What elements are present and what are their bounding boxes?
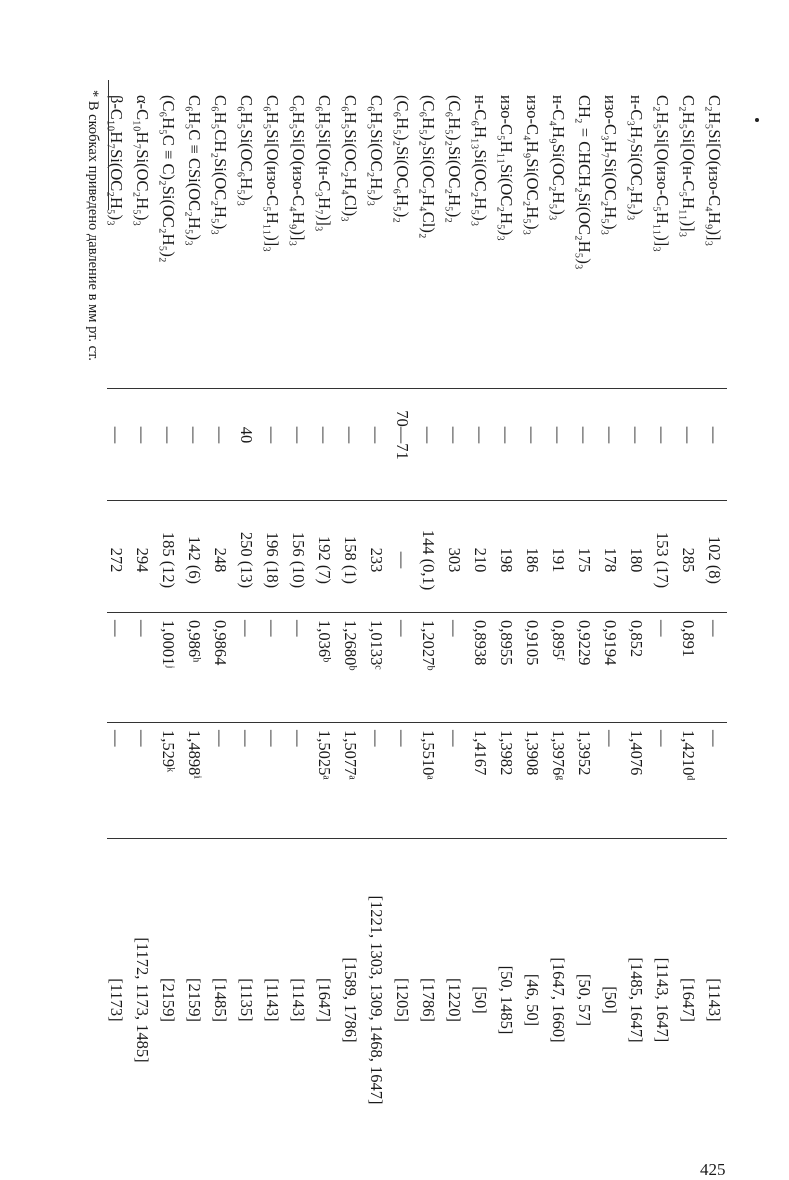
table-cell-mp — [493, 395, 519, 475]
cell-text: — — [107, 620, 126, 637]
table-cell-bp — [649, 505, 675, 615]
table-cell-d — [285, 620, 311, 730]
cell-text: 144 (0,1) — [419, 529, 438, 591]
table-cell-d — [129, 620, 155, 730]
page-number: 425 — [700, 1160, 726, 1179]
cell-text: — — [705, 620, 724, 637]
table-cell-d — [155, 620, 181, 730]
table-cell-lit — [675, 850, 701, 1150]
table-cell-n — [571, 730, 597, 830]
table-cell-d — [701, 620, 727, 730]
table-cell-mp — [155, 395, 181, 475]
table-cell-n — [493, 730, 519, 830]
table-cell-lit — [337, 850, 363, 1150]
table-cell-bp — [519, 505, 545, 615]
table-cell-mp — [571, 395, 597, 475]
table-cell-mp — [129, 395, 155, 475]
cell-text: [1485, 1647] — [627, 957, 646, 1043]
table-cell-n — [129, 730, 155, 830]
cell-text: 0,9864 — [211, 620, 230, 666]
cell-text: 153 (17) — [653, 531, 672, 589]
cell-text: C₆H₅Si[O(изо-C₄H₉)]₃ — [289, 95, 308, 247]
cell-text: CH₂ = CHCH₂Si(OC₂H₅)₃ — [575, 95, 594, 270]
table-cell-lit — [649, 850, 675, 1150]
column-rule — [107, 838, 727, 839]
cell-text: C₆H₅Si(OC₂H₄Cl)₃ — [341, 95, 360, 222]
cell-text: [50, 57] — [575, 973, 594, 1027]
table-cell-d — [649, 620, 675, 730]
cell-text: — — [159, 426, 178, 444]
cell-text: — — [263, 730, 282, 747]
cell-text: [50, 1485] — [497, 965, 516, 1035]
cell-text: [1143, 1647] — [653, 957, 672, 1043]
cell-text: 0,9229 — [575, 620, 594, 666]
cell-text: — — [289, 730, 308, 747]
table-cell-d — [259, 620, 285, 730]
table-cell-lit — [129, 850, 155, 1150]
table-cell-lit — [415, 850, 441, 1150]
table-cell-bp — [701, 505, 727, 615]
table-cell-mp — [675, 395, 701, 475]
cell-text: — — [289, 620, 308, 637]
cell-text: 1,3982 — [497, 730, 516, 776]
table-cell-mp — [363, 395, 389, 475]
table-cell-lit — [103, 850, 129, 1150]
table-cell-mp — [467, 395, 493, 475]
table-cell-d — [337, 620, 363, 730]
cell-text: — — [471, 426, 490, 444]
table-cell-n — [441, 730, 467, 830]
cell-text: — — [601, 426, 620, 444]
table-cell-lit — [701, 850, 727, 1150]
cell-text: — — [627, 426, 646, 444]
table-cell-n — [389, 730, 415, 830]
footnote-rule — [108, 80, 109, 210]
cell-text: 1,5077ᵃ — [341, 730, 360, 780]
table-cell-n — [363, 730, 389, 830]
cell-text: 1,4076 — [627, 730, 646, 776]
boiling-point-column — [103, 505, 727, 615]
cell-text: [1647, 1660] — [549, 957, 568, 1043]
cell-text: [1647] — [315, 978, 334, 1022]
cell-text: — — [107, 730, 126, 747]
literature-column — [103, 850, 727, 1150]
cell-text: — — [497, 426, 516, 444]
cell-text: [1220] — [445, 978, 464, 1022]
table-cell-d — [493, 620, 519, 730]
table-cell-bp — [259, 505, 285, 615]
table-cell-bp — [363, 505, 389, 615]
table-cell-n — [233, 730, 259, 830]
cell-text: 102 (8) — [705, 535, 724, 585]
table-cell-lit — [441, 850, 467, 1150]
cell-text: [46, 50] — [523, 973, 542, 1027]
table-cell-mp — [103, 395, 129, 475]
cell-text: — — [367, 730, 386, 747]
table-cell-n — [701, 730, 727, 830]
cell-text: [50] — [601, 986, 620, 1014]
cell-text: 0,8938 — [471, 620, 490, 666]
table-cell-bp — [233, 505, 259, 615]
table-cell-mp — [181, 395, 207, 475]
speck — [755, 118, 759, 122]
table-cell-bp — [207, 505, 233, 615]
cell-text: — — [705, 730, 724, 747]
table-cell-bp — [467, 505, 493, 615]
table-cell-mp — [545, 395, 571, 475]
cell-text: 1,4167 — [471, 730, 490, 776]
table-cell-mp — [389, 395, 415, 475]
cell-text: 1,5510ᵃ — [419, 730, 438, 780]
cell-text: — — [445, 426, 464, 444]
cell-text: — — [133, 730, 152, 747]
cell-text: 142 (6) — [185, 535, 204, 585]
cell-text: 70—71 — [393, 410, 412, 460]
cell-text: [50] — [471, 986, 490, 1014]
cell-text: C₆H₅Si[O(изо-C₅H₁₁)]₃ — [263, 95, 282, 253]
table-cell-lit — [467, 850, 493, 1150]
table-cell-lit — [623, 850, 649, 1150]
cell-text: (C₆H₅)₂Si(OC₆H₅)₂ — [393, 95, 412, 224]
cell-text: — — [107, 426, 126, 444]
cell-text: — — [237, 620, 256, 637]
cell-text: C₆H₅Si(OC₆H₅)₃ — [237, 95, 256, 207]
cell-text: изо-C₃H₇Si(OC₂H₅)₃ — [601, 95, 620, 236]
table-cell-bp — [311, 505, 337, 615]
density-column — [103, 620, 727, 730]
table-cell-n — [675, 730, 701, 830]
cell-text: — — [419, 426, 438, 444]
footnote: * В скобках приведено давление в мм рт. ст. — [85, 90, 101, 361]
table-cell-lit — [493, 850, 519, 1150]
table-cell-mp — [415, 395, 441, 475]
cell-text: 272 — [107, 547, 126, 573]
table-cell-n — [545, 730, 571, 830]
cell-text: — — [367, 426, 386, 444]
cell-text: 210 — [471, 547, 490, 573]
cell-text: — — [653, 730, 672, 747]
cell-text: — — [393, 620, 412, 637]
cell-text: — — [133, 620, 152, 637]
cell-text: (C₆H₅)₂Si(OC₂H₅)₂ — [445, 95, 464, 224]
table-cell-n — [337, 730, 363, 830]
refractive-index-column — [103, 730, 727, 830]
table-cell-n — [181, 730, 207, 830]
table-cell-n — [155, 730, 181, 830]
cell-text: — — [575, 426, 594, 444]
table-cell-mp — [233, 395, 259, 475]
table-cell-bp — [597, 505, 623, 615]
cell-text: — — [289, 426, 308, 444]
cell-text: 156 (10) — [289, 531, 308, 589]
table-cell-bp — [129, 505, 155, 615]
cell-text: — — [237, 730, 256, 747]
table-cell-n — [285, 730, 311, 830]
cell-text: C₂H₅Si[O(н-C₅H₁₁)]₃ — [679, 95, 698, 238]
cell-text: 40 — [237, 426, 256, 444]
cell-text: 0,8955 — [497, 620, 516, 666]
cell-text: — — [211, 730, 230, 747]
table-cell-n — [623, 730, 649, 830]
table-cell-d — [389, 620, 415, 730]
cell-text: [1143] — [705, 978, 724, 1022]
cell-text: β-C₁₀H₇Si(OC₂H₅)₃ — [107, 95, 126, 226]
table-cell-n — [597, 730, 623, 830]
cell-text: — — [211, 426, 230, 444]
cell-text: — — [393, 730, 412, 747]
table-cell-bp — [415, 505, 441, 615]
table-cell-bp — [441, 505, 467, 615]
table-cell-lit — [389, 850, 415, 1150]
table-cell-lit — [363, 850, 389, 1150]
cell-text: — — [263, 620, 282, 637]
cell-text: — — [393, 551, 412, 569]
cell-text: [1173] — [107, 978, 126, 1022]
cell-text: 285 — [679, 547, 698, 573]
table-cell-bp — [545, 505, 571, 615]
cell-text: [1205] — [393, 978, 412, 1022]
table-cell-d — [597, 620, 623, 730]
cell-text: 248 — [211, 547, 230, 573]
cell-text: 250 (13) — [237, 531, 256, 589]
cell-text: 1,4210ᵈ — [679, 730, 698, 781]
table-cell-lit — [311, 850, 337, 1150]
cell-text: 1,529ᵏ — [159, 730, 178, 773]
table-cell-d — [311, 620, 337, 730]
cell-text: [1485] — [211, 978, 230, 1022]
cell-text: C₆H₅Si(OC₂H₅)₃ — [367, 95, 386, 207]
cell-text: 178 — [601, 547, 620, 573]
cell-text: (C₆H₅)₂Si(OC₂H₄Cl)₂ — [419, 95, 438, 239]
table-cell-n — [649, 730, 675, 830]
cell-text: — — [601, 730, 620, 747]
table-cell-bp — [285, 505, 311, 615]
cell-text: — — [653, 620, 672, 637]
table-cell-n — [259, 730, 285, 830]
cell-text: — — [705, 426, 724, 444]
cell-text: C₆H₅CH₂Si(OC₂H₅)₃ — [211, 95, 230, 235]
table-cell-mp — [337, 395, 363, 475]
cell-text: изо-C₄H₉Si(OC₂H₅)₃ — [523, 95, 542, 236]
cell-text: [1589, 1786] — [341, 957, 360, 1043]
table-cell-mp — [519, 395, 545, 475]
cell-text: C₂H₅Si[O(изо-C₄H₉)]₃ — [705, 95, 724, 247]
cell-text: C₆H₅Si[O(н-C₃H₇)]₃ — [315, 95, 334, 232]
cell-text: — — [523, 426, 542, 444]
table-cell-lit — [597, 850, 623, 1150]
table-cell-bp — [181, 505, 207, 615]
cell-text: н-C₆H₁₃Si(OC₂H₅)₃ — [471, 95, 490, 227]
table-cell-mp — [441, 395, 467, 475]
table-cell-mp — [701, 395, 727, 475]
cell-text: [1143] — [263, 978, 282, 1022]
table-cell-mp — [207, 395, 233, 475]
cell-text: 1,0133ᶜ — [367, 620, 386, 670]
cell-text: 185 (12) — [159, 531, 178, 589]
melting-point-column — [103, 395, 727, 475]
table-cell-d — [207, 620, 233, 730]
cell-text: C₆H₅C ≡ CSi(OC₂H₅)₃ — [185, 95, 204, 246]
cell-text: 198 — [497, 547, 516, 573]
table-cell-lit — [545, 850, 571, 1150]
cell-text: 1,2027ᵇ — [419, 620, 438, 671]
table-cell-lit — [207, 850, 233, 1150]
table-cell-mp — [259, 395, 285, 475]
table-cell-d — [441, 620, 467, 730]
cell-text: α-C₁₀H₇Si(OC₂H₅)₃ — [133, 95, 152, 227]
cell-text: изо-C₅H₁₁Si(OC₂H₅)₃ — [497, 95, 516, 242]
table-cell-d — [545, 620, 571, 730]
cell-text: 294 — [133, 547, 152, 573]
table-cell-bp — [493, 505, 519, 615]
table-cell-lit — [519, 850, 545, 1150]
cell-text: 196 (18) — [263, 531, 282, 589]
cell-text: н-C₄H₉Si(OC₂H₅)₃ — [549, 95, 568, 221]
cell-text: 1,5025ᵃ — [315, 730, 334, 780]
table-cell-n — [519, 730, 545, 830]
table-cell-lit — [155, 850, 181, 1150]
cell-text: 1,3908 — [523, 730, 542, 776]
cell-text: — — [549, 426, 568, 444]
table-cell-lit — [285, 850, 311, 1150]
cell-text: 0,891 — [679, 620, 698, 658]
cell-text: — — [653, 426, 672, 444]
cell-text: н-C₃H₇Si(OC₂H₅)₃ — [627, 95, 646, 221]
table-cell-bp — [571, 505, 597, 615]
cell-text: C₂H₅Si[O(изо-C₅H₁₁)]₃ — [653, 95, 672, 253]
cell-text: 158 (1) — [341, 535, 360, 585]
cell-text: 191 — [549, 547, 568, 573]
cell-text: 233 — [367, 547, 386, 573]
table-cell-lit — [181, 850, 207, 1150]
cell-text: [1135] — [237, 978, 256, 1022]
table-cell-n — [103, 730, 129, 830]
cell-text: 0,9194 — [601, 620, 620, 666]
cell-text: 192 (7) — [315, 535, 334, 585]
cell-text: 175 — [575, 547, 594, 573]
table-cell-lit — [233, 850, 259, 1150]
cell-text: 1,2680ᵇ — [341, 620, 360, 671]
cell-text: 1,0001ʲ — [159, 620, 178, 668]
cell-text: — — [445, 730, 464, 747]
cell-text: 1,3976ᵍ — [549, 730, 568, 781]
table-cell-bp — [337, 505, 363, 615]
cell-text: [1143] — [289, 978, 308, 1022]
table-cell-bp — [103, 505, 129, 615]
cell-text: — — [185, 426, 204, 444]
cell-text: — — [315, 426, 334, 444]
table-cell-bp — [155, 505, 181, 615]
cell-text: — — [133, 426, 152, 444]
table-cell-d — [181, 620, 207, 730]
table-cell-bp — [623, 505, 649, 615]
table-cell-n — [467, 730, 493, 830]
table-cell-d — [467, 620, 493, 730]
cell-text: [1172, 1173, 1485] — [133, 937, 152, 1063]
cell-text: — — [679, 426, 698, 444]
table-cell-bp — [675, 505, 701, 615]
cell-text: 1,4898ⁱ — [185, 730, 204, 779]
table-cell-d — [415, 620, 441, 730]
cell-text: 0,9105 — [523, 620, 542, 666]
cell-text: [2159] — [159, 978, 178, 1022]
table-cell-d — [103, 620, 129, 730]
cell-text: 303 — [445, 547, 464, 573]
table-cell-bp — [389, 505, 415, 615]
cell-text: (C₆H₅C ≡ C)₂Si(OC₂H₅)₂ — [159, 95, 178, 263]
table-cell-n — [415, 730, 441, 830]
cell-text: 1,036ᵇ — [315, 620, 334, 663]
cell-text: — — [445, 620, 464, 637]
table-cell-d — [623, 620, 649, 730]
table-cell-mp — [285, 395, 311, 475]
cell-text: [2159] — [185, 978, 204, 1022]
table-cell-d — [519, 620, 545, 730]
table-cell-mp — [311, 395, 337, 475]
table-cell-n — [311, 730, 337, 830]
cell-text: 1,3952 — [575, 730, 594, 776]
cell-text: 0,852 — [627, 620, 646, 658]
table-cell-mp — [649, 395, 675, 475]
table-cell-d — [233, 620, 259, 730]
table-cell-d — [363, 620, 389, 730]
table-cell-lit — [571, 850, 597, 1150]
table-cell-lit — [259, 850, 285, 1150]
cell-text: 0,986ʰ — [185, 620, 204, 663]
cell-text: 0,895ᶠ — [549, 620, 568, 661]
cell-text: 186 — [523, 547, 542, 573]
table-cell-d — [675, 620, 701, 730]
cell-text: 180 — [627, 547, 646, 573]
table-cell-mp — [597, 395, 623, 475]
cell-text: [1786] — [419, 978, 438, 1022]
cell-text: [1221, 1303, 1309, 1468, 1647] — [367, 895, 386, 1105]
cell-text: — — [341, 426, 360, 444]
table-cell-n — [207, 730, 233, 830]
table-cell-mp — [623, 395, 649, 475]
cell-text: — — [263, 426, 282, 444]
cell-text: [1647] — [679, 978, 698, 1022]
table-cell-d — [571, 620, 597, 730]
